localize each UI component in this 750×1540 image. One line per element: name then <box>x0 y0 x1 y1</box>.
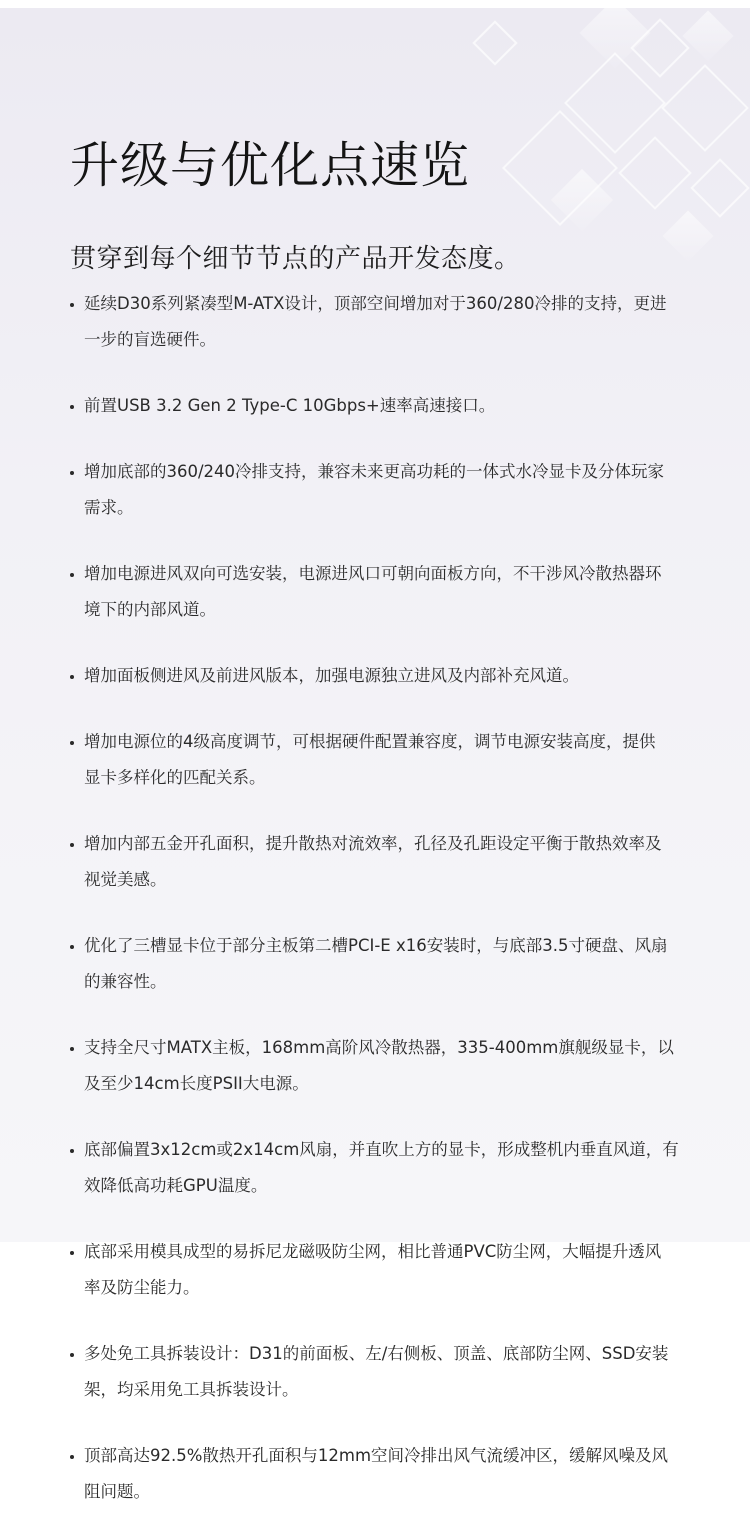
feature-text-line: 延续D30系列紧凑型M-ATX设计，顶部空间增加对于360/280冷排的支持，更进 <box>84 294 667 313</box>
feature-text-line: 架，均采用免工具拆装设计。 <box>84 1380 299 1399</box>
bullet-dot-icon <box>70 945 74 949</box>
feature-text-line: 视觉美感。 <box>84 870 167 889</box>
top-strip <box>0 0 750 8</box>
bullet-dot-icon <box>70 1149 74 1153</box>
feature-text-line: 阻问题。 <box>84 1482 150 1501</box>
feature-item <box>70 658 690 694</box>
bullet-dot-icon <box>70 1047 74 1051</box>
feature-text-line: 显卡多样化的匹配关系。 <box>84 768 266 787</box>
page-title: 升级与优化点速览 <box>70 137 471 194</box>
bullet-dot-icon <box>70 405 74 409</box>
feature-item <box>70 826 690 898</box>
feature-text-line: 顶部高达92.5%散热开孔面积与12mm空间冷排出风气流缓冲区，缓解风噪及风 <box>84 1446 669 1465</box>
bullet-dot-icon <box>70 843 74 847</box>
feature-text-line: 前置USB 3.2 Gen 2 Type-C 10Gbps+速率高速接口。 <box>84 396 496 415</box>
feature-item <box>70 286 690 358</box>
feature-text-line: 增加电源位的4级高度调节，可根据硬件配置兼容度，调节电源安装高度，提供 <box>84 732 656 751</box>
bullet-dot-icon <box>70 741 74 745</box>
bullet-dot-icon <box>70 1455 74 1459</box>
feature-item <box>70 556 690 628</box>
feature-item <box>70 1132 690 1204</box>
feature-text-line: 率及防尘能力。 <box>84 1278 200 1297</box>
feature-text-line: 优化了三槽显卡位于部分主板第二槽PCI-E x16安装时，与底部3.5寸硬盘、风扇 <box>84 936 668 955</box>
feature-item <box>70 928 690 1000</box>
feature-text-line: 一步的盲选硬件。 <box>84 330 216 349</box>
feature-item <box>70 1438 690 1510</box>
feature-text-line: 多处免工具拆装设计：D31的前面板、左/右侧板、顶盖、底部防尘网、SSD安装 <box>84 1344 669 1363</box>
feature-item <box>70 1336 690 1408</box>
feature-list <box>70 286 690 1540</box>
feature-text-line: 增加电源进风双向可选安装，电源进风口可朝向面板方向，不干涉风冷散热器环 <box>84 564 662 583</box>
feature-text-line: 及至少14cm长度PSII大电源。 <box>84 1074 309 1093</box>
bullet-dot-icon <box>70 573 74 577</box>
feature-text-line: 境下的内部风道。 <box>84 600 216 619</box>
feature-item <box>70 724 690 796</box>
feature-text-line: 需求。 <box>84 498 134 517</box>
bullet-dot-icon <box>70 675 74 679</box>
feature-text-line: 底部采用模具成型的易拆尼龙磁吸防尘网，相比普通PVC防尘网，大幅提升透风 <box>84 1242 662 1261</box>
feature-text-line: 支持全尺寸MATX主板，168mm高阶风冷散热器，335-400mm旗舰级显卡，以 <box>84 1038 674 1057</box>
bullet-dot-icon <box>70 471 74 475</box>
feature-item <box>70 454 690 526</box>
feature-item <box>70 388 690 424</box>
bullet-dot-icon <box>70 1251 74 1255</box>
bullet-dot-icon <box>70 303 74 307</box>
feature-text-line: 效降低高功耗GPU温度。 <box>84 1176 268 1195</box>
feature-text-line: 底部偏置3x12cm或2x14cm风扇，并直吹上方的显卡，形成整机内垂直风道，有 <box>84 1140 679 1159</box>
feature-item <box>70 1234 690 1306</box>
feature-text-line: 增加底部的360/240冷排支持，兼容未来更高功耗的一体式水冷显卡及分体玩家 <box>84 462 665 481</box>
feature-text-line: 的兼容性。 <box>84 972 167 991</box>
feature-item <box>70 1030 690 1102</box>
page-subtitle: 贯穿到每个细节节点的产品开发态度。 <box>70 244 521 274</box>
feature-text-line: 增加内部五金开孔面积，提升散热对流效率，孔径及孔距设定平衡于散热效率及 <box>84 834 662 853</box>
bullet-dot-icon <box>70 1353 74 1357</box>
feature-text-line: 增加面板侧进风及前进风版本，加强电源独立进风及内部补充风道。 <box>84 666 579 685</box>
